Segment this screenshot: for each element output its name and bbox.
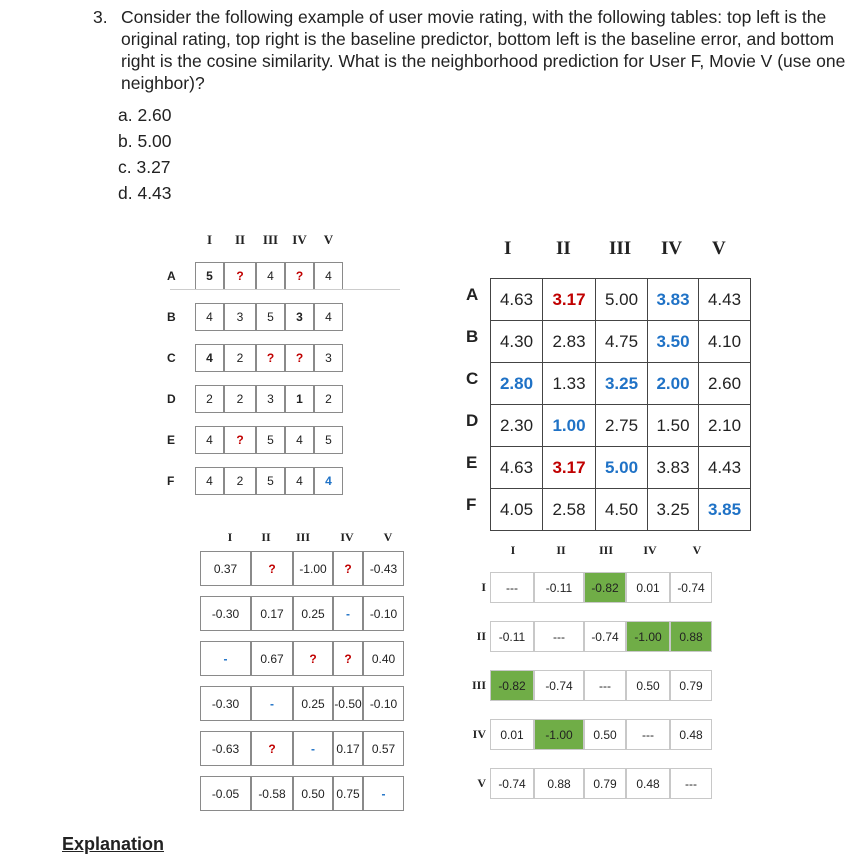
error-cell: -0.43 xyxy=(363,551,404,586)
similarity-cell: --- xyxy=(490,572,534,603)
baseline-col-header: II xyxy=(556,238,571,259)
similarity-cell: 0.88 xyxy=(670,621,712,652)
rating-cell: ? xyxy=(224,262,256,290)
baseline-cell: 2.60 xyxy=(698,362,751,405)
error-cell: -0.30 xyxy=(200,596,251,631)
error-cell: -0.58 xyxy=(251,776,293,811)
errors-col-header: I xyxy=(227,530,233,544)
ratings-row-label: A xyxy=(167,269,176,283)
baseline-cell: 1.50 xyxy=(647,404,699,447)
rating-cell: 4 xyxy=(314,467,343,495)
similarity-cell: -0.82 xyxy=(490,670,534,701)
error-cell: ? xyxy=(251,731,293,766)
errors-col-header: IV xyxy=(340,530,354,544)
rating-cell: 2 xyxy=(314,385,343,413)
similarity-cell: -0.74 xyxy=(534,670,584,701)
error-cell: 0.25 xyxy=(293,686,333,721)
baseline-col-header: I xyxy=(504,238,512,259)
error-cell: -0.10 xyxy=(363,686,404,721)
rating-cell: 2 xyxy=(224,344,256,372)
baseline-cell: 4.63 xyxy=(490,278,543,321)
rating-cell: 3 xyxy=(224,303,256,331)
rating-cell: 3 xyxy=(285,303,314,331)
error-cell: ? xyxy=(293,641,333,676)
similarity-cell: -0.74 xyxy=(584,621,626,652)
similarity-cell: 0.79 xyxy=(584,768,626,799)
baseline-cell: 2.80 xyxy=(490,362,543,405)
rating-cell: ? xyxy=(285,344,314,372)
baseline-row-label: F xyxy=(466,495,477,514)
baseline-cell: 5.00 xyxy=(595,278,648,321)
rating-cell: 2 xyxy=(195,385,224,413)
ratings-row-label: F xyxy=(167,474,175,488)
similarity-cell: 0.48 xyxy=(670,719,712,750)
ratings-col-header: V xyxy=(323,232,334,247)
error-cell: 0.40 xyxy=(363,641,404,676)
rating-cell: 4 xyxy=(195,426,224,454)
ratings-row-label: B xyxy=(167,310,176,324)
baseline-cell: 2.83 xyxy=(542,320,596,363)
baseline-cell: 2.58 xyxy=(542,488,596,531)
error-cell: 0.50 xyxy=(293,776,333,811)
similarity-cell: -1.00 xyxy=(626,621,670,652)
similarity-cell: -0.11 xyxy=(534,572,584,603)
baseline-cell: 2.00 xyxy=(647,362,699,405)
error-cell: - xyxy=(333,596,363,631)
similarity-cell: -1.00 xyxy=(534,719,584,750)
answer-options xyxy=(118,102,172,206)
rating-cell: 2 xyxy=(224,467,256,495)
rating-cell: 3 xyxy=(256,385,285,413)
baseline-col-header: IV xyxy=(661,238,683,259)
rating-cell: 5 xyxy=(256,303,285,331)
ratings-col-header: I xyxy=(206,232,213,247)
error-cell: -0.05 xyxy=(200,776,251,811)
error-cell: ? xyxy=(251,551,293,586)
baseline-cell: 4.63 xyxy=(490,446,543,489)
similarity-row-label: III xyxy=(471,678,486,692)
option-c[interactable]: c. 3.27 xyxy=(118,157,171,177)
rating-cell: 5 xyxy=(256,467,285,495)
similarity-cell: 0.01 xyxy=(626,572,670,603)
ratings-row-label: D xyxy=(167,392,176,406)
similarity-row-label: IV xyxy=(472,727,486,741)
rating-cell: 4 xyxy=(256,262,285,290)
baseline-cell: 4.10 xyxy=(698,320,751,363)
error-cell: - xyxy=(363,776,404,811)
baseline-row-label: E xyxy=(466,453,478,472)
similarity-cell: -0.74 xyxy=(490,768,534,799)
rating-cell: 4 xyxy=(195,303,224,331)
baseline-cell: 3.25 xyxy=(595,362,648,405)
option-a[interactable]: a. 2.60 xyxy=(118,105,172,125)
baseline-row-label: D xyxy=(466,411,479,430)
baseline-cell: 3.50 xyxy=(647,320,699,363)
similarity-cell: 0.48 xyxy=(626,768,670,799)
baseline-row-label: B xyxy=(466,327,479,346)
similarity-col-header: IV xyxy=(643,543,657,557)
option-d[interactable]: d. 4.43 xyxy=(118,183,172,203)
error-cell: 0.17 xyxy=(333,731,363,766)
explanation-heading[interactable]: Explanation xyxy=(62,834,165,854)
baseline-cell: 3.83 xyxy=(647,278,699,321)
rating-cell: 4 xyxy=(285,426,314,454)
errors-col-header: III xyxy=(295,530,310,544)
error-cell: -0.10 xyxy=(363,596,404,631)
error-cell: - xyxy=(251,686,293,721)
baseline-col-header: V xyxy=(712,238,726,259)
baseline-cell: 2.10 xyxy=(698,404,751,447)
errors-col-header: II xyxy=(261,530,271,544)
similarity-cell: --- xyxy=(534,621,584,652)
error-cell: 0.37 xyxy=(200,551,251,586)
baseline-cell: 2.75 xyxy=(595,404,648,447)
rating-cell: 4 xyxy=(195,467,224,495)
ratings-col-header: III xyxy=(262,232,279,247)
ratings-divider xyxy=(170,289,400,290)
baseline-col-header: III xyxy=(609,238,632,259)
similarity-cell: 0.50 xyxy=(584,719,626,750)
baseline-cell: 3.85 xyxy=(698,488,751,531)
similarity-row-label: V xyxy=(477,776,486,790)
rating-cell: 5 xyxy=(195,262,224,290)
question-number: 3. xyxy=(93,7,108,27)
rating-cell: 2 xyxy=(224,385,256,413)
similarity-cell: -0.74 xyxy=(670,572,712,603)
baseline-cell: 4.05 xyxy=(490,488,543,531)
rating-cell: 1 xyxy=(285,385,314,413)
rating-cell: 4 xyxy=(195,344,224,372)
baseline-cell: 4.43 xyxy=(698,278,751,321)
error-cell: 0.25 xyxy=(293,596,333,631)
similarity-row-label: II xyxy=(476,629,486,643)
error-cell: 0.57 xyxy=(363,731,404,766)
similarity-cell: 0.88 xyxy=(534,768,584,799)
question-text: Consider the following example of user movie rating, with the following tables: top left is the original rating, top right is the baseline predictor, bottom left is the baseline error, and bottom right is the cosine similarity. What is the neighborhood prediction for User F, Movie V (use one neighbor)? xyxy=(121,7,846,93)
rating-cell: 4 xyxy=(314,303,343,331)
error-cell: 0.75 xyxy=(333,776,363,811)
errors-col-header: V xyxy=(383,530,393,544)
similarity-col-header: V xyxy=(692,543,702,557)
baseline-cell: 1.00 xyxy=(542,404,596,447)
similarity-cell: 0.50 xyxy=(626,670,670,701)
baseline-row-label: A xyxy=(466,285,479,304)
rating-cell: 5 xyxy=(256,426,285,454)
similarity-row-label: I xyxy=(481,580,486,594)
similarity-cell: --- xyxy=(626,719,670,750)
baseline-cell: 4.75 xyxy=(595,320,648,363)
rating-cell: 3 xyxy=(314,344,343,372)
baseline-cell: 3.17 xyxy=(542,446,596,489)
ratings-col-header: IV xyxy=(292,232,307,247)
ratings-row-label: E xyxy=(167,433,176,447)
error-cell: 0.17 xyxy=(251,596,293,631)
similarity-cell: 0.79 xyxy=(670,670,712,701)
error-cell: - xyxy=(293,731,333,766)
baseline-cell: 4.30 xyxy=(490,320,543,363)
baseline-cell: 3.83 xyxy=(647,446,699,489)
error-cell: ? xyxy=(333,641,363,676)
error-cell: -0.30 xyxy=(200,686,251,721)
similarity-col-header: II xyxy=(556,543,566,557)
similarity-cell: -0.11 xyxy=(490,621,534,652)
baseline-row-label: C xyxy=(466,369,479,388)
option-b[interactable]: b. 5.00 xyxy=(118,131,172,151)
rating-cell: ? xyxy=(224,426,256,454)
similarity-cell: 0.01 xyxy=(490,719,534,750)
baseline-cell: 3.17 xyxy=(542,278,596,321)
similarity-cell: --- xyxy=(584,670,626,701)
ratings-row-label: C xyxy=(167,351,176,365)
error-cell: - xyxy=(200,641,251,676)
error-cell: -0.63 xyxy=(200,731,251,766)
error-cell: -0.50 xyxy=(333,686,363,721)
similarity-col-header: I xyxy=(510,543,516,557)
rating-cell: ? xyxy=(256,344,285,372)
baseline-cell: 3.25 xyxy=(647,488,699,531)
error-cell: -1.00 xyxy=(293,551,333,586)
similarity-cell: --- xyxy=(670,768,712,799)
error-cell: ? xyxy=(333,551,363,586)
baseline-cell: 5.00 xyxy=(595,446,648,489)
similarity-col-header: III xyxy=(598,543,613,557)
baseline-cell: 4.43 xyxy=(698,446,751,489)
baseline-cell: 2.30 xyxy=(490,404,543,447)
error-cell: 0.67 xyxy=(251,641,293,676)
ratings-col-header: II xyxy=(234,232,246,247)
similarity-cell: -0.82 xyxy=(584,572,626,603)
baseline-cell: 4.50 xyxy=(595,488,648,531)
rating-cell: ? xyxy=(285,262,314,290)
rating-cell: 4 xyxy=(285,467,314,495)
baseline-cell: 1.33 xyxy=(542,362,596,405)
rating-cell: 4 xyxy=(314,262,343,290)
rating-cell: 5 xyxy=(314,426,343,454)
